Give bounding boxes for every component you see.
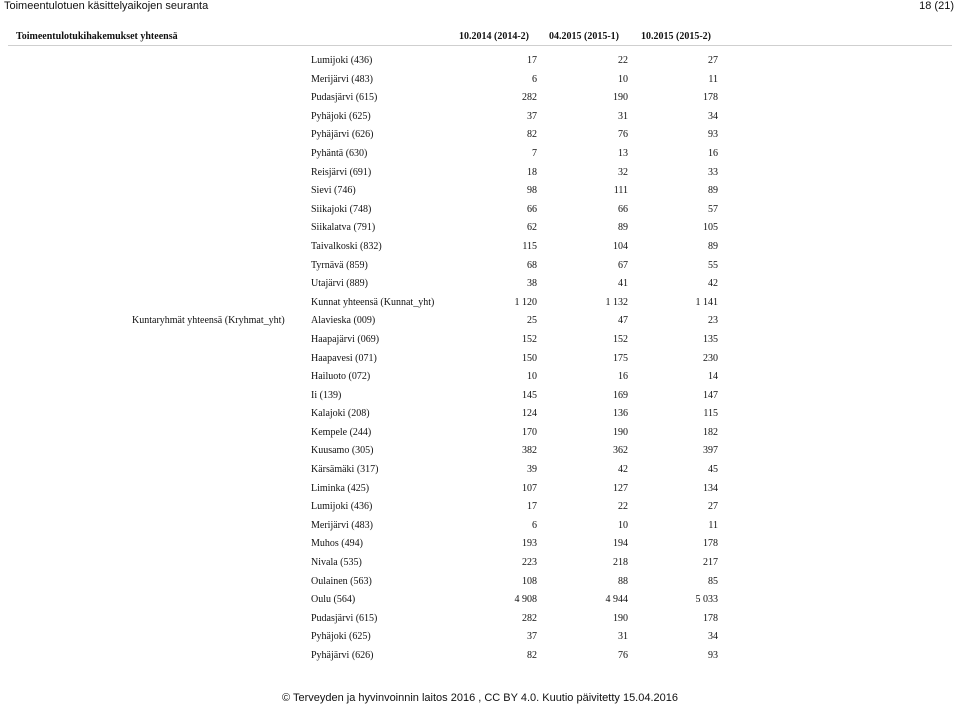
value-period-3: 11 — [708, 73, 718, 85]
value-period-1: 18 — [527, 166, 537, 178]
table-row — [0, 498, 960, 517]
value-period-2: 194 — [613, 538, 628, 550]
municipality-name: Kempele (244) — [311, 426, 372, 438]
value-period-1: 4 908 — [514, 594, 537, 606]
municipality-name: Kuusamo (305) — [311, 445, 374, 457]
table-row — [0, 108, 960, 127]
table-row — [0, 201, 960, 220]
value-period-2: 76 — [618, 650, 628, 661]
municipality-name: Pyhäjärvi (626) — [311, 129, 374, 141]
municipality-name: Lumijoki (436) — [311, 55, 373, 66]
value-period-2: 47 — [618, 315, 628, 327]
table-row — [0, 350, 960, 369]
value-period-1: 152 — [522, 333, 537, 345]
value-period-1: 6 — [532, 73, 537, 85]
value-period-3: 1 141 — [695, 296, 718, 308]
value-period-1: 170 — [522, 426, 537, 438]
table-row — [0, 145, 960, 164]
value-period-2: 16 — [618, 371, 628, 383]
municipality-name: Kärsämäki (317) — [311, 464, 379, 476]
municipality-name: Pyhäjärvi (626) — [311, 650, 374, 661]
value-period-2: 89 — [618, 222, 628, 234]
value-period-2: 22 — [618, 501, 628, 513]
table-row — [0, 442, 960, 461]
value-period-1: 66 — [527, 203, 537, 215]
value-period-2: 169 — [613, 389, 628, 401]
municipality-name: Liminka (425) — [311, 482, 370, 494]
group-label: Kuntaryhmät yhteensä (Kryhmat_yht) — [132, 315, 285, 327]
municipality-name: Tyrnävä (859) — [311, 259, 368, 271]
table-row — [0, 126, 960, 145]
table-row — [0, 647, 960, 666]
value-period-2: 76 — [618, 129, 628, 141]
value-period-1: 38 — [527, 278, 537, 290]
value-period-2: 218 — [613, 557, 628, 569]
footer-copyright: © Terveyden ja hyvinvoinnin laitos 2016 , CC BY 4.0. Kuutio päivitetty 15.04.2016 — [282, 692, 678, 704]
table-row — [0, 368, 960, 387]
municipality-name: Haapajärvi (069) — [311, 333, 380, 345]
municipality-name: Haapavesi (071) — [311, 352, 377, 364]
table-row — [0, 387, 960, 406]
municipality-name: Siikalatva (791) — [311, 222, 376, 234]
column-header-period-1: 10.2014 (2014-2) — [459, 31, 529, 42]
report-title: Toimeentulotuen käsittelyaikojen seuranta — [4, 0, 209, 12]
table-row — [0, 517, 960, 536]
municipality-name: Lumijoki (436) — [311, 501, 373, 513]
value-period-3: 217 — [703, 557, 718, 569]
value-period-2: 32 — [618, 166, 628, 178]
value-period-3: 134 — [703, 482, 718, 494]
page-header — [0, 0, 960, 14]
municipality-name: Hailuoto (072) — [311, 371, 371, 383]
value-period-3: 11 — [708, 519, 718, 531]
value-period-3: 182 — [703, 426, 718, 438]
value-period-1: 282 — [522, 612, 537, 624]
table-row — [0, 294, 960, 313]
value-period-2: 111 — [613, 185, 628, 197]
value-period-2: 104 — [613, 240, 628, 252]
value-period-3: 45 — [708, 464, 718, 476]
value-period-2: 31 — [618, 631, 628, 643]
value-period-2: 1 132 — [605, 296, 628, 308]
municipality-name: Utajärvi (889) — [311, 278, 368, 290]
value-period-3: 89 — [708, 185, 718, 197]
value-period-2: 4 944 — [605, 594, 628, 606]
municipality-name: Kalajoki (208) — [311, 408, 370, 420]
value-period-1: 98 — [527, 185, 537, 197]
municipality-name: Oulu (564) — [311, 594, 356, 606]
table-row — [0, 480, 960, 499]
value-period-3: 27 — [708, 55, 718, 66]
table-row — [0, 312, 960, 331]
data-table — [0, 52, 960, 666]
value-period-1: 82 — [527, 650, 537, 661]
value-period-3: 397 — [703, 445, 718, 457]
value-period-2: 190 — [613, 426, 628, 438]
value-period-2: 175 — [613, 352, 628, 364]
value-period-3: 55 — [708, 259, 718, 271]
value-period-3: 23 — [708, 315, 718, 327]
municipality-name: Oulainen (563) — [311, 575, 372, 587]
value-period-3: 14 — [708, 371, 718, 383]
value-period-3: 34 — [708, 110, 718, 122]
value-period-3: 105 — [703, 222, 718, 234]
value-period-1: 223 — [522, 557, 537, 569]
value-period-1: 107 — [522, 482, 537, 494]
table-row — [0, 424, 960, 443]
municipality-name: Pyhäjoki (625) — [311, 110, 371, 122]
value-period-2: 10 — [618, 73, 628, 85]
municipality-name: Merijärvi (483) — [311, 519, 373, 531]
value-period-3: 42 — [708, 278, 718, 290]
value-period-1: 282 — [522, 92, 537, 104]
value-period-3: 147 — [703, 389, 718, 401]
value-period-1: 25 — [527, 315, 537, 327]
value-period-1: 37 — [527, 110, 537, 122]
value-period-1: 382 — [522, 445, 537, 457]
value-period-2: 190 — [613, 612, 628, 624]
municipality-name: Taivalkoski (832) — [311, 240, 382, 252]
value-period-2: 362 — [613, 445, 628, 457]
value-period-1: 17 — [527, 501, 537, 513]
table-row — [0, 461, 960, 480]
municipality-name: Pyhäjoki (625) — [311, 631, 371, 643]
table-row — [0, 71, 960, 90]
value-period-2: 42 — [618, 464, 628, 476]
value-period-3: 16 — [708, 147, 718, 159]
table-row — [0, 405, 960, 424]
value-period-1: 82 — [527, 129, 537, 141]
value-period-2: 88 — [618, 575, 628, 587]
value-period-3: 89 — [708, 240, 718, 252]
value-period-3: 57 — [708, 203, 718, 215]
value-period-1: 150 — [522, 352, 537, 364]
value-period-1: 6 — [532, 519, 537, 531]
value-period-3: 135 — [703, 333, 718, 345]
value-period-1: 37 — [527, 631, 537, 643]
municipality-name: Ii (139) — [311, 389, 342, 401]
municipality-name: Kunnat yhteensä (Kunnat_yht) — [311, 296, 435, 308]
value-period-3: 230 — [703, 352, 718, 364]
municipality-name: Nivala (535) — [311, 557, 362, 569]
table-row — [0, 573, 960, 592]
table-row — [0, 535, 960, 554]
value-period-3: 34 — [708, 631, 718, 643]
value-period-1: 62 — [527, 222, 537, 234]
value-period-2: 10 — [618, 519, 628, 531]
municipality-name: Pudasjärvi (615) — [311, 612, 378, 624]
table-row — [0, 164, 960, 183]
value-period-3: 33 — [708, 166, 718, 178]
value-period-1: 39 — [527, 464, 537, 476]
value-period-1: 68 — [527, 259, 537, 271]
value-period-1: 7 — [532, 147, 537, 159]
value-period-2: 41 — [618, 278, 628, 290]
value-period-3: 178 — [703, 92, 718, 104]
value-period-1: 1 120 — [514, 296, 537, 308]
value-period-2: 66 — [618, 203, 628, 215]
table-row — [0, 610, 960, 629]
municipality-name: Pudasjärvi (615) — [311, 92, 378, 104]
value-period-2: 190 — [613, 92, 628, 104]
value-period-1: 17 — [527, 55, 537, 66]
value-period-1: 108 — [522, 575, 537, 587]
value-period-1: 124 — [522, 408, 537, 420]
column-header-period-3: 10.2015 (2015-2) — [641, 31, 711, 42]
municipality-name: Alavieska (009) — [311, 315, 376, 327]
value-period-3: 115 — [703, 408, 718, 420]
value-period-1: 145 — [522, 389, 537, 401]
municipality-name: Pyhäntä (630) — [311, 147, 368, 159]
value-period-3: 93 — [708, 129, 718, 141]
value-period-2: 136 — [613, 408, 628, 420]
municipality-name: Reisjärvi (691) — [311, 166, 372, 178]
value-period-3: 85 — [708, 575, 718, 587]
value-period-3: 178 — [703, 612, 718, 624]
municipality-name: Siikajoki (748) — [311, 203, 372, 215]
table-row — [0, 628, 960, 647]
value-period-3: 93 — [708, 650, 718, 661]
table-row — [0, 257, 960, 276]
table-row — [0, 89, 960, 108]
column-header-group: Toimeentulotukihakemukset yhteensä — [16, 31, 178, 42]
municipality-name: Muhos (494) — [311, 538, 363, 550]
value-period-2: 152 — [613, 333, 628, 345]
municipality-name: Sievi (746) — [311, 185, 356, 197]
table-row — [0, 591, 960, 610]
value-period-1: 10 — [527, 371, 537, 383]
table-row — [0, 219, 960, 238]
table-row — [0, 275, 960, 294]
table-row — [0, 182, 960, 201]
value-period-1: 193 — [522, 538, 537, 550]
value-period-2: 22 — [618, 55, 628, 66]
page-number: 18 (21) — [919, 0, 954, 12]
table-row — [0, 331, 960, 350]
value-period-3: 27 — [708, 501, 718, 513]
column-header-period-2: 04.2015 (2015-1) — [549, 31, 619, 42]
table-row — [0, 52, 960, 71]
value-period-2: 67 — [618, 259, 628, 271]
table-row — [0, 238, 960, 257]
value-period-3: 178 — [703, 538, 718, 550]
header-divider — [8, 45, 952, 46]
value-period-3: 5 033 — [695, 594, 718, 606]
value-period-1: 115 — [522, 240, 537, 252]
value-period-2: 127 — [613, 482, 628, 494]
municipality-name: Merijärvi (483) — [311, 73, 373, 85]
table-row — [0, 554, 960, 573]
value-period-2: 13 — [618, 147, 628, 159]
value-period-2: 31 — [618, 110, 628, 122]
